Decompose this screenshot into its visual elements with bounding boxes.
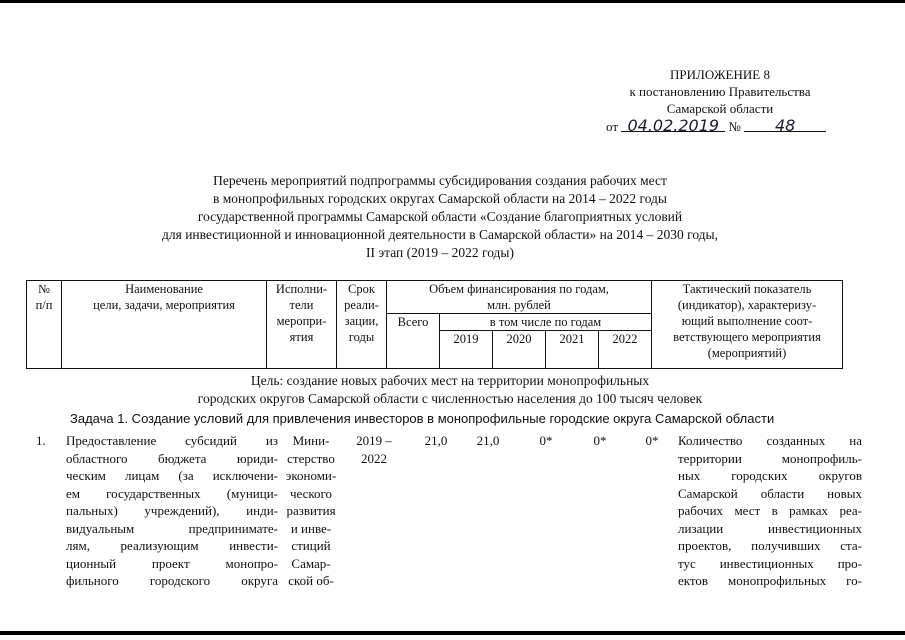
goal-line: Цель: создание новых рабочих мест на территории монопрофильных [250, 373, 650, 388]
date-prefix: от [606, 119, 619, 134]
table-row [0, 432, 905, 628]
funding-2022: 0* [645, 433, 659, 448]
handwritten-number: 48 [774, 116, 796, 135]
handwritten-date: 04.02.2019 [627, 116, 720, 135]
measure-indicator: Количество созданных на территории монопрофиль- ных городских округов Самарской области новых рабочих мест в рамках реа- лизации инвестиционных проектов, получивших ста- тус инвестиционных про- ектов монопрофильных го- [678, 433, 862, 588]
row-number: 1. [36, 433, 46, 448]
header-executors: Исполни- тели меропри- ятия [267, 281, 337, 369]
funding-2021: 0* [593, 433, 607, 448]
number-prefix: № [728, 119, 741, 134]
appendix-line-2: Самарской области [666, 101, 774, 116]
measure-executor: Мини- стерство экономи- ческого развития и инве- стиций Самар- ской об- [285, 433, 337, 588]
document-title [120, 172, 760, 262]
goal-text [150, 372, 750, 408]
title-line: государственной программы Самарской области «Создание благоприятных условий [197, 209, 683, 224]
appendix-line-1: к постановлению Правительства [629, 84, 811, 99]
header-year-2020: 2020 [493, 331, 546, 369]
header-including: в том числе по годам [440, 314, 652, 331]
header-year-2019: 2019 [440, 331, 493, 369]
header-indicator: Тактический показатель (индикатор), характеризу- ющий выполнение соот- ветствующего мероприятия (мероприятий) [652, 281, 843, 369]
top-rule [0, 0, 905, 3]
header-year-2021: 2021 [546, 331, 599, 369]
header-term: Срок реали- зации, годы [337, 281, 387, 369]
funding-2019: 21,0 [476, 433, 500, 448]
title-line: II этап (2019 – 2022 годы) [365, 245, 514, 260]
appendix-title: ПРИЛОЖЕНИЕ 8 [670, 67, 770, 82]
goal-line: городских округов Самарской области с численностью населения до 100 тысяч человек [197, 391, 703, 406]
header-name: Наименование цели, задачи, мероприятия [62, 281, 267, 369]
title-line: для инвестиционной и инновационной деятельности в Самарской области» на 2014 – 2030 годы, [162, 227, 718, 242]
header-funding: Объем финансирования по годам, млн. рублей [387, 281, 652, 314]
header-year-2022: 2022 [599, 331, 652, 369]
header-total: Всего [387, 314, 440, 369]
funding-total: 21,0 [424, 433, 448, 448]
appendix-date-line [600, 117, 840, 135]
title-line: в монопрофильных городских округах Самарской области на 2014 – 2022 годы [212, 191, 668, 206]
measures-table-header [26, 280, 843, 369]
header-num: № п/п [27, 281, 62, 369]
funding-2020: 0* [539, 433, 553, 448]
number-field [744, 116, 826, 135]
task-heading: Задача 1. Создание условий для привлечения инвесторов в монопрофильные городские округа Самарской области [70, 411, 775, 426]
measure-term: 2019 – 2022 [356, 433, 392, 466]
measure-name: Предоставление субсидий из областного бюджета юриди- ческим лицам (за исключени- ем государственных (муници- пальных) учреждений), инди- видуальным предпринимате- лям, реализующим инвести- ционный проект монопро- фильного городского округа [66, 433, 278, 588]
bottom-rule [0, 631, 905, 635]
appendix-block [600, 66, 840, 135]
date-field [621, 116, 725, 135]
title-line: Перечень мероприятий подпрограммы субсидирования создания рабочих мест [213, 173, 667, 188]
